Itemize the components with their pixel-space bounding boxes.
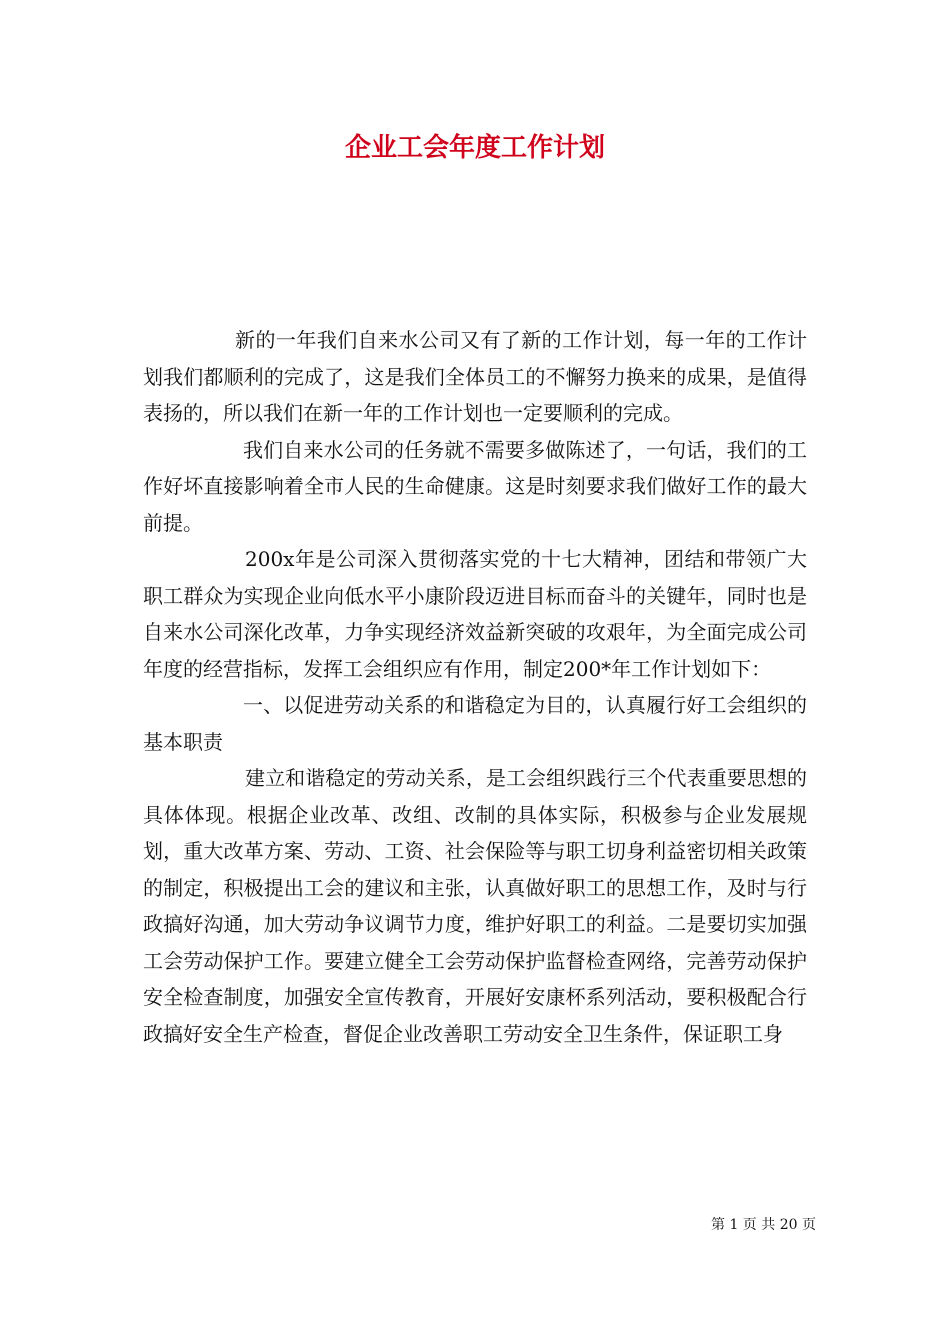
section-heading-1: 一、以促进劳动关系的和谐稳定为目的，认真履行好工会组织的基本职责 [143, 693, 807, 754]
paragraph-2: 我们自来水公司的任务就不需要多做陈述了，一句话，我们的工作好坏直接影响着全市人民的生命健康。这是时刻要求我们做好工作的最大前提。 [143, 437, 807, 535]
document-title: 企业工会年度工作计划 [344, 133, 605, 163]
paragraph-5: 建立和谐稳定的劳动关系，是工会组织践行三个代表重要思想的具体体现。根据企业改革、改组、改制的具体实际，积极参与企业发展规划，重大改革方案、劳动、工资、社会保险等与职工切身利益密切相关政策的制定，积极提出工会的建议和主张，认真做好职工的思想工作，及时与行政搞好沟通，加大劳动争议调节力度，维护好职工的利益。二是要切实加强工会劳动保护工作。要建立健全工会劳动保护监督检查网络，完善劳动保护安全检查制度，加强安全宣传教育，开展好安康杯系列活动，要积极配合行政搞好安全生产检查，督促企业改善职工劳动安全卫生条件，保证职工身 [143, 766, 807, 1046]
paragraph-3: 200x年是公司深入贯彻落实党的十七大精神，团结和带领广大职工群众为实现企业向低水平小康阶段迈进目标而奋斗的关键年，同时也是自来水公司深化改革，力争实现经济效益新突破的攻艰年，为全面完成公司年度的经营指标，发挥工会组织应有作用，制定200*年工作计划如下： [143, 547, 807, 681]
page-number-footer: 第 1 页 共 20 页 [711, 1217, 816, 1233]
document-body [143, 322, 807, 1052]
paragraph-1: 新的一年我们自来水公司又有了新的工作计划，每一年的工作计划我们都顺利的完成了，这是我们全体员工的不懈努力换来的成果，是值得表扬的，所以我们在新一年的工作计划也一定要顺利的完成。 [143, 328, 807, 425]
